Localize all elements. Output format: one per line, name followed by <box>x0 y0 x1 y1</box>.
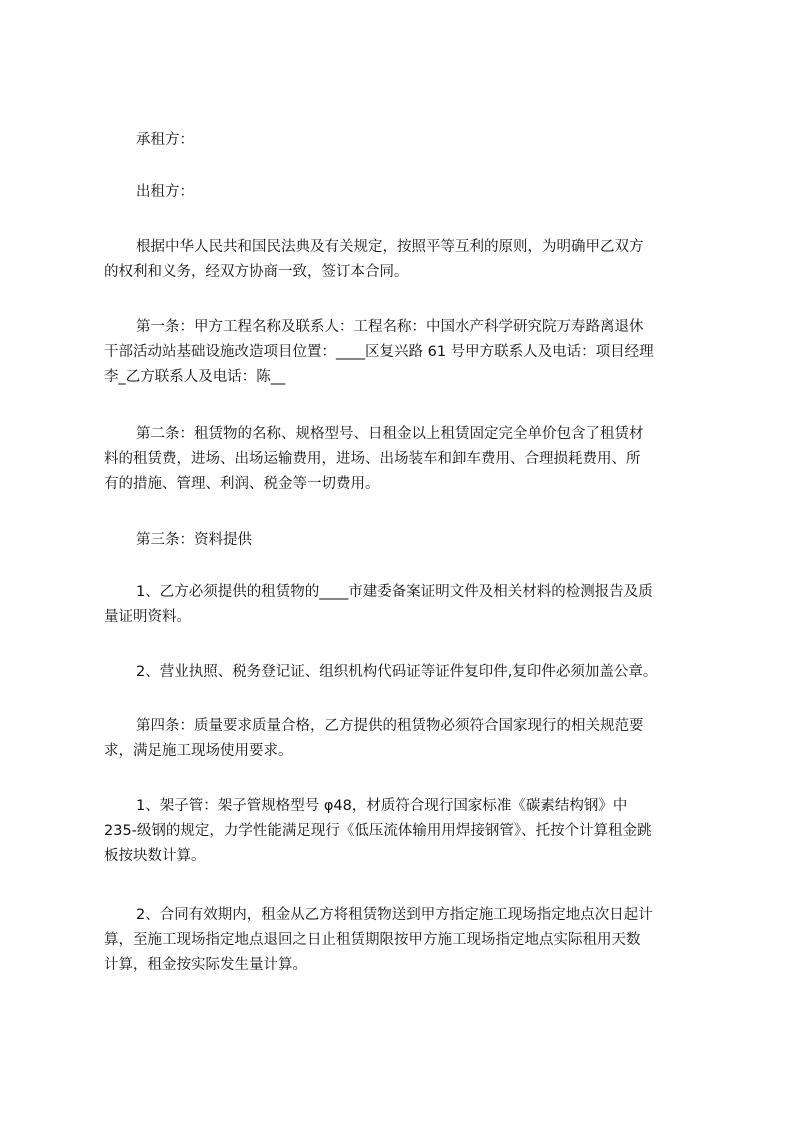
article4-item1-paragraph <box>104 794 700 869</box>
article2-paragraph <box>104 422 700 497</box>
article2-line: 第二条：租赁物的名称、规格型号、日租金以上租赁固定完全单价包含了租赁材 <box>136 426 644 442</box>
intro-line: 的权利和义务，经双方协商一致，签订本合同。 <box>104 264 409 280</box>
article3-title-paragraph <box>104 528 700 553</box>
article1-paragraph <box>104 315 700 390</box>
article3-item1-line: 1、乙方必须提供的租赁物的____市建委备案证明文件及相关材料的检测报告及质 <box>136 584 653 600</box>
article4-item2-line: 计算，租金按实际发生量计算。 <box>104 957 307 973</box>
lessee-label: 承租方： <box>136 132 194 148</box>
article4-item2-line: 算，至施工现场指定地点退回之日止租赁期限按甲方施工现场指定地点实际租用天数 <box>104 932 641 948</box>
article4-item1-line: 1、架子管：架子管规格型号 φ48，材质符合现行国家标准《碳素结构钢》中 <box>136 798 628 814</box>
lessor-label-paragraph <box>104 180 700 205</box>
article2-line: 料的租赁费，进场、出场运输费用，进场、出场装车和卸车费用、合理损耗费用、所 <box>104 451 641 467</box>
article3-item1-paragraph <box>104 580 700 630</box>
lessee-label-paragraph <box>104 128 700 153</box>
article2-line: 有的措施、管理、利润、税金等一切费用。 <box>104 476 380 492</box>
lessor-label: 出租方： <box>136 184 194 200</box>
article4-item2-paragraph <box>104 903 700 978</box>
article1-line: 第一条：甲方工程名称及联系人：工程名称：中国水产科学研究院万寿路离退休 <box>136 319 644 335</box>
article3-title: 第三条：资料提供 <box>136 532 252 548</box>
article1-line: 李_乙方联系人及电话：陈__ <box>104 369 286 385</box>
article4-paragraph <box>104 714 700 764</box>
article4-line: 第四条：质量要求质量合格，乙方提供的租赁物必须符合国家现行的相关规范要 <box>136 718 644 734</box>
article3-item1-line: 量证明资料。 <box>104 609 191 625</box>
intro-paragraph <box>104 235 700 285</box>
article4-line: 求，满足施工现场使用要求。 <box>104 743 293 759</box>
article3-item2: 2、营业执照、税务登记证、组织机构代码证等证件复印件,复印件必须加盖公章。 <box>136 664 658 680</box>
article3-item2-paragraph <box>104 660 700 685</box>
intro-line: 根据中华人民共和国民法典及有关规定，按照平等互利的原则，为明确甲乙双方 <box>136 239 644 255</box>
article1-line: 干部活动站基础设施改造项目位置：____区复兴路 61 号甲方联系人及电话：项目经理 <box>104 344 654 360</box>
article4-item2-line: 2、合同有效期内，租金从乙方将租赁物送到甲方指定施工现场指定地点次日起计 <box>136 907 653 923</box>
article4-item1-line: 板按块数计算。 <box>104 848 206 864</box>
article4-item1-line: 235-级钢的规定，力学性能满足现行《低压流体输用用焊接钢管》、托按个计算租金跳 <box>104 823 652 839</box>
